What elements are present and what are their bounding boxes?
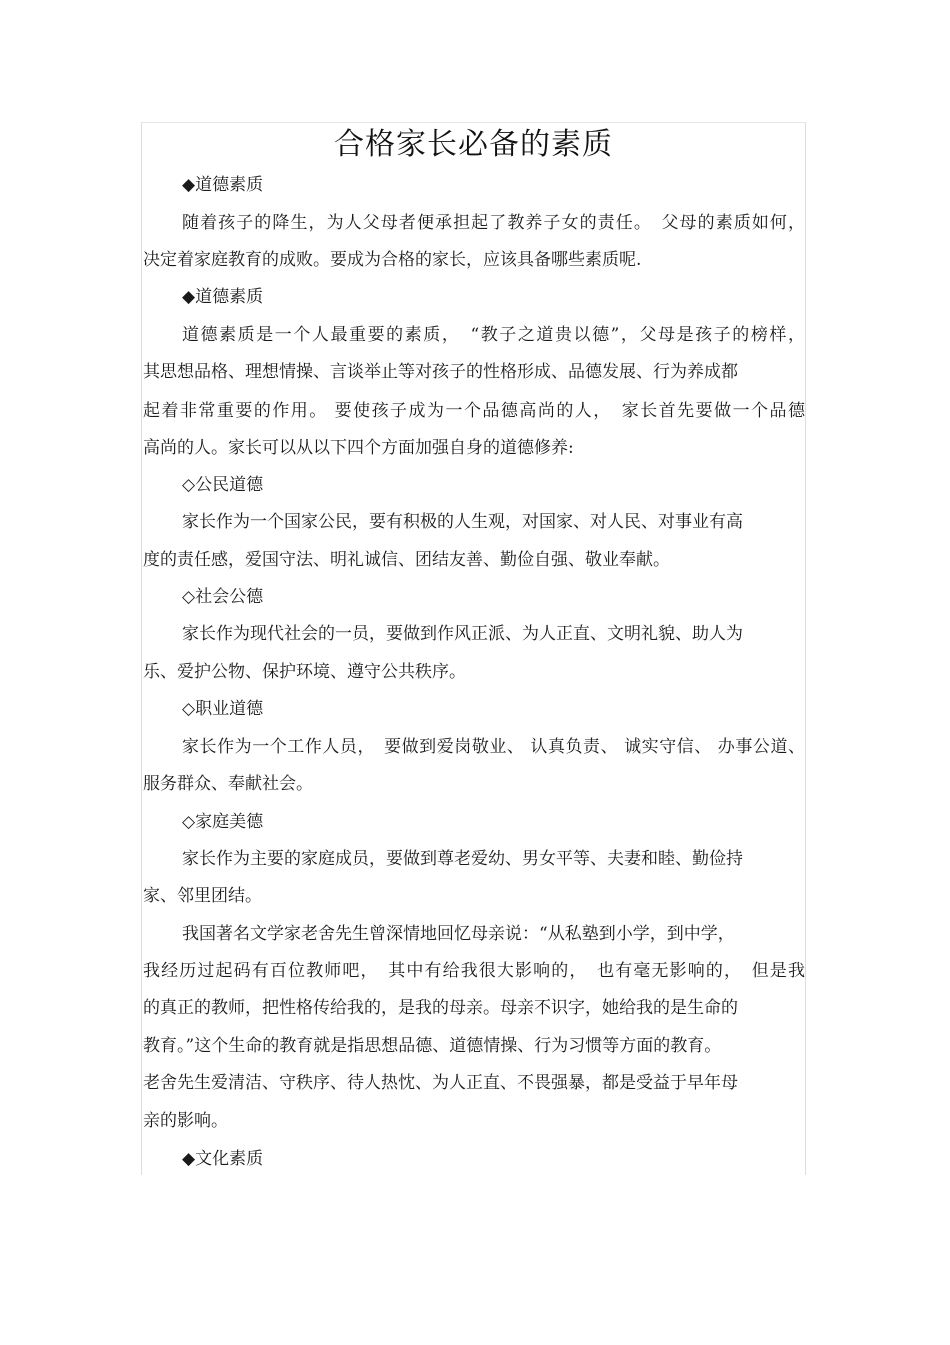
subsection-heading: ◇公民道德 bbox=[182, 475, 264, 495]
paragraph-line: 我国著名文学家老舍先生曾深情地回忆母亲说：“从私塾到小学，到中学， bbox=[182, 924, 735, 944]
paragraph-line: 家、邻里团结。 bbox=[143, 886, 262, 906]
paragraph-line: 度的责任感，爱国守法、明礼诚信、团结友善、勤俭自强、敬业奉献。 bbox=[143, 550, 670, 570]
paragraph-line: 道德素质是一个人最重要的素质， “教子之道贵以德”，父母是孩子的榜样， bbox=[182, 325, 805, 345]
paragraph-line: 家长作为主要的家庭成员，要做到尊老爱幼、男女平等、夫妻和睦、勤俭持 bbox=[182, 849, 743, 869]
paragraph-line: 我经历过起码有百位教师吧， 其中有给我很大影响的， 也有毫无影响的， 但是我 bbox=[143, 961, 805, 981]
subsection-heading: ◇家庭美德 bbox=[182, 812, 264, 832]
paragraph-line: 亲的影响。 bbox=[143, 1111, 228, 1131]
page-title: 合格家长必备的素质 bbox=[334, 127, 613, 162]
section-heading: ◆道德素质 bbox=[182, 175, 264, 195]
paragraph-line: 服务群众、奉献社会。 bbox=[143, 774, 313, 794]
paragraph-line: 起着非常重要的作用。 要使孩子成为一个品德高尚的人， 家长首先要做一个品德 bbox=[143, 401, 805, 421]
section-heading: ◆道德素质 bbox=[182, 287, 264, 307]
paragraph-line: 高尚的人。家长可以从以下四个方面加强自身的道德修养: bbox=[143, 438, 574, 458]
paragraph-line: 家长作为现代社会的一员，要做到作风正派、为人正直、文明礼貌、助人为 bbox=[182, 624, 743, 644]
subsection-heading: ◇职业道德 bbox=[182, 699, 264, 719]
section-heading: ◆文化素质 bbox=[182, 1149, 264, 1169]
paragraph-line: 决定着家庭教育的成败。要成为合格的家长，应该具备哪些素质呢. bbox=[143, 250, 642, 270]
paragraph-line: 乐、爱护公物、保护环境、遵守公共秩序。 bbox=[143, 662, 466, 682]
paragraph-line: 的真正的教师，把性格传给我的，是我的母亲。母亲不识字，她给我的是生命的 bbox=[143, 998, 738, 1018]
paragraph-line: 教育。”这个生命的教育就是指思想品德、道德情操、行为习惯等方面的教育。 bbox=[143, 1036, 722, 1056]
paragraph-line: 家长作为一个国家公民，要有积极的人生观，对国家、对人民、对事业有高 bbox=[182, 512, 743, 532]
paragraph-line: 家长作为一个工作人员， 要做到爱岗敬业、 认真负责、 诚实守信、 办事公道、 bbox=[182, 737, 805, 757]
paragraph-line: 随着孩子的降生，为人父母者便承担起了教养子女的责任。 父母的素质如何， bbox=[182, 213, 805, 233]
subsection-heading: ◇社会公德 bbox=[182, 587, 264, 607]
paragraph-line: 老舍先生爱清洁、守秩序、待人热忱、为人正直、不畏强暴，都是受益于早年母 bbox=[143, 1073, 738, 1093]
paragraph-line: 其思想品格、理想情操、言谈举止等对孩子的性格形成、品德发展、行为养成都 bbox=[143, 362, 738, 382]
